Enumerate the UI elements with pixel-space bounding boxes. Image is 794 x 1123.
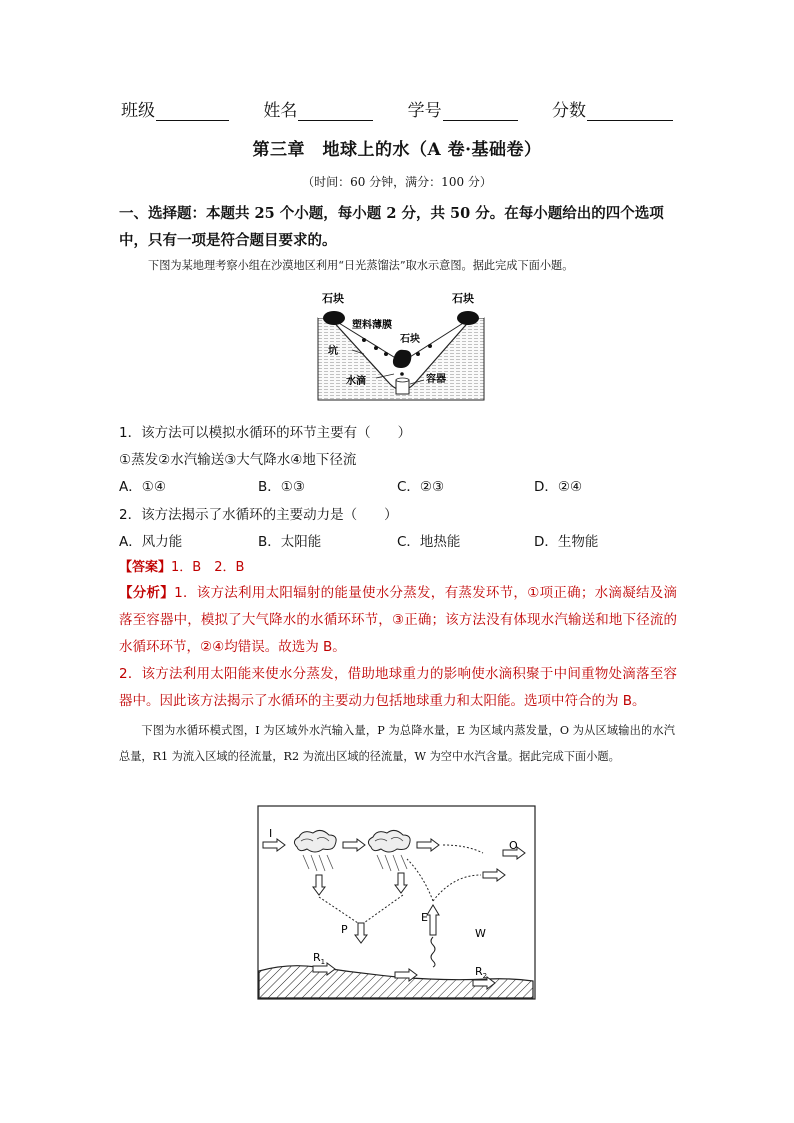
label-water-drop: 水滴 bbox=[346, 376, 366, 387]
label-stone-left: 石块 bbox=[322, 292, 344, 305]
q1-option-b[interactable]: B．①③ bbox=[258, 479, 305, 495]
water-drop bbox=[362, 338, 366, 342]
water-cycle-figure bbox=[257, 805, 537, 1001]
label-stone-center: 石块 bbox=[400, 334, 420, 345]
label-O: O bbox=[509, 839, 518, 852]
class-blank[interactable] bbox=[156, 102, 229, 121]
water-drop bbox=[384, 352, 388, 356]
water-drop bbox=[428, 344, 432, 348]
label-container: 容器 bbox=[426, 374, 446, 385]
q2-option-b[interactable]: B．太阳能 bbox=[258, 534, 322, 550]
analysis-label: 【分析】 bbox=[119, 585, 175, 601]
label-pit: 坑 bbox=[328, 346, 338, 357]
label-R2-sub: 2 bbox=[482, 972, 488, 980]
section-heading: 一、选择题：本题共 25 个小题，每小题 2 分，共 50 分。在每小题给出的四个选项中，只有一项是符合题目要求的。 bbox=[119, 205, 664, 249]
solar-distillation-figure bbox=[312, 280, 492, 402]
stone-right bbox=[457, 311, 479, 325]
analysis-text-1: 1．该方法利用太阳辐射的能量使水分蒸发，有蒸发环节，①项正确；水滴凝结及滴落至容器中，模拟了大气降水的水循环环节，③正确；该方法没有体现水汽输送和地下径流的水循环环节，②④均错误。故选为 B。 bbox=[119, 585, 678, 655]
q1-option-d[interactable]: D．②④ bbox=[534, 479, 583, 495]
score-field[interactable] bbox=[552, 96, 673, 121]
analysis-paragraph-1 bbox=[119, 580, 677, 661]
q2-option-c[interactable]: C．地热能 bbox=[397, 534, 461, 550]
q1-option-c[interactable]: C．②③ bbox=[397, 479, 445, 495]
water-drop bbox=[400, 372, 404, 376]
exam-time-score: （时间：60 分钟，满分：100 分） bbox=[302, 175, 492, 189]
answer-line bbox=[119, 556, 244, 575]
class-field[interactable] bbox=[121, 96, 229, 121]
question-1-stem: 1．该方法可以模拟水循环的环节主要有（ ） bbox=[119, 425, 412, 441]
label-R2-main: R bbox=[475, 965, 483, 978]
analysis-paragraph-2: 2．该方法利用太阳能来使水分蒸发，借助地球重力的影响使水滴积聚于中间重物处滴落至容器中。因此该方法揭示了水循环的主要动力包括地球重力和太阳能。选项中符合的为 B。 bbox=[119, 666, 677, 709]
score-blank[interactable] bbox=[587, 102, 673, 121]
class-label: 班级 bbox=[121, 101, 155, 121]
water-drop bbox=[374, 346, 378, 350]
name-label: 姓名 bbox=[263, 101, 298, 121]
container-top bbox=[396, 378, 409, 382]
student-id-blank[interactable] bbox=[443, 102, 518, 121]
label-W: W bbox=[475, 927, 486, 940]
group2-intro: 下图为水循环模式图，I 为区域外水汽输入量，P 为总降水量，E 为区域内蒸发量，O 为从区域输出的水汽总量，R1 为流入区域的径流量，R2 为流出区域的径流量，W 为空中水汽含量。据此完成下面小题。 bbox=[119, 724, 675, 763]
student-id-label: 学号 bbox=[407, 101, 442, 121]
question-1-items: ①蒸发②水汽输送③大气降水④地下径流 bbox=[119, 452, 357, 468]
label-stone-right: 石块 bbox=[452, 292, 474, 305]
label-R1-sub: 1 bbox=[320, 958, 326, 966]
group1-intro: 下图为某地理考察小组在沙漠地区利用“日光蒸馏法”取水示意图。据此完成下面小题。 bbox=[148, 259, 574, 272]
q2-option-a[interactable]: A．风力能 bbox=[119, 534, 183, 550]
label-plastic-film: 塑料薄膜 bbox=[352, 320, 392, 331]
score-label: 分数 bbox=[551, 101, 586, 121]
label-I: I bbox=[269, 827, 273, 840]
q1-option-a[interactable]: A．①④ bbox=[119, 479, 166, 495]
page-title: 第三章 地球上的水（A 卷·基础卷） bbox=[252, 140, 542, 160]
name-field[interactable] bbox=[263, 96, 373, 121]
water-drop bbox=[416, 352, 420, 356]
name-blank[interactable] bbox=[298, 102, 373, 121]
label-P: P bbox=[341, 923, 348, 936]
label-R1-main: R bbox=[313, 951, 321, 964]
student-info-line bbox=[121, 97, 673, 121]
answer-label: 【答案】 bbox=[119, 560, 172, 575]
answer-text: 1．B 2．B bbox=[171, 560, 245, 575]
q2-option-d[interactable]: D．生物能 bbox=[534, 534, 599, 550]
student-id-field[interactable] bbox=[408, 96, 518, 121]
stone-left bbox=[323, 311, 345, 325]
label-E: E bbox=[421, 911, 428, 924]
question-2-stem: 2．该方法揭示了水循环的主要动力是（ ） bbox=[119, 507, 398, 523]
